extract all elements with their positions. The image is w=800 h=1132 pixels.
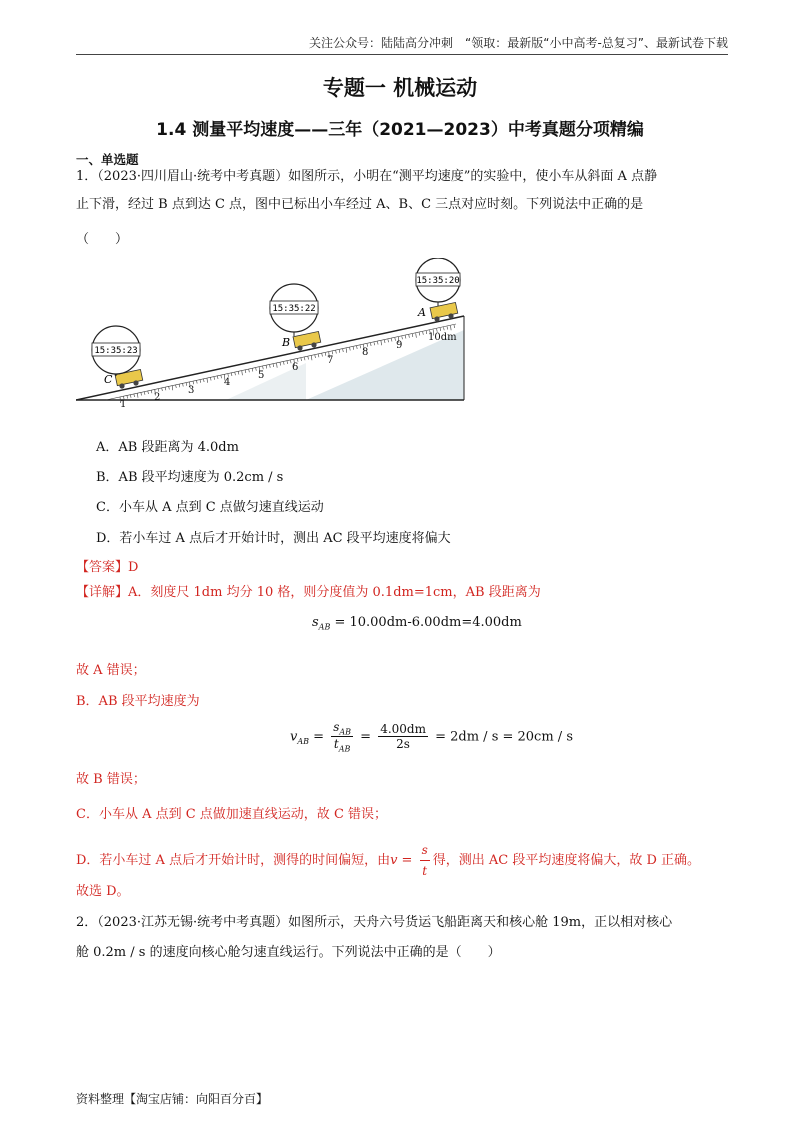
detail-a-text: A．刻度尺 1dm 均分 10 格，则分度值为 0.1dm=1cm，AB 段距离为 bbox=[128, 585, 541, 600]
clock-a-time: 15:35:20 bbox=[416, 276, 460, 286]
tick-label: 5 bbox=[258, 370, 265, 381]
doc-title: 专题一 机械运动 bbox=[322, 76, 478, 100]
answer-label: 【答案】 bbox=[76, 560, 129, 575]
q1-conclude-b: 故 B 错误； bbox=[76, 772, 146, 787]
q1-option-d: D．若小车过 A 点后才开始计时，测出 AC 段平均速度将偏大 bbox=[96, 531, 451, 546]
fraction-values: $\frac{4.00dm}{2s}$ bbox=[380, 722, 426, 752]
fraction-s-over-t: $\frac{s_{AB}}{t_{AB}}$ bbox=[333, 720, 352, 754]
doc-subtitle: 1.4 测量平均速度——三年（2021—2023）中考真题分项精编 bbox=[156, 120, 644, 140]
header-divider bbox=[76, 54, 728, 55]
formula-v-ab: $v_{AB}$ = $\frac{s_{AB}}{t_{AB}}$ = $\frac{4.00dm}{2s}$ = 2dm / s = 20cm / s bbox=[290, 720, 573, 754]
clock-c-time: 15:35:23 bbox=[94, 346, 138, 356]
q2-line1: 2．（2023·江苏无锡·统考中考真题）如图所示，天舟六号货运飞船距离天和核心舱 19m，正以相对核心 bbox=[76, 915, 673, 930]
page-header: 关注公众号：陆陆高分冲刺 “领取：最新版“小中高考-总复习”、最新试卷下载 bbox=[309, 36, 728, 50]
q1-detail-c: C．小车从 A 点到 C 点做加速直线运动，故 C 错误； bbox=[76, 807, 388, 822]
clock-c bbox=[92, 326, 140, 376]
point-label-c: C bbox=[104, 373, 113, 386]
tick-label: 7 bbox=[327, 355, 334, 366]
q1-detail-b: B．AB 段平均速度为 bbox=[76, 694, 200, 709]
incline-figure bbox=[76, 258, 476, 408]
q1-option-b: B．AB 段平均速度为 0.2cm / s bbox=[96, 470, 284, 485]
tick-label: 4 bbox=[224, 377, 231, 388]
tick-label: 3 bbox=[188, 385, 195, 396]
clock-b bbox=[270, 284, 318, 336]
q1-stem-line2: 止下滑，经过 B 点到达 C 点，图中已标出小车经过 A、B、C 三点对应时刻。下列说法中正确的是 bbox=[76, 197, 644, 212]
tick-label: 10dm bbox=[428, 332, 457, 343]
page-footer: 资料整理【淘宝店铺：向阳百分百】 bbox=[76, 1092, 269, 1106]
tick-label: 2 bbox=[154, 392, 161, 403]
section-heading: 一、单选题 bbox=[76, 152, 139, 167]
tick-label: 8 bbox=[362, 347, 369, 358]
detail-label: 【详解】 bbox=[76, 585, 129, 600]
point-label-b: B bbox=[282, 336, 291, 349]
q1-stem-line3: （ ） bbox=[76, 232, 129, 247]
q1-option-c: C．小车从 A 点到 C 点做匀速直线运动 bbox=[96, 500, 324, 515]
answer-value: D bbox=[128, 560, 139, 575]
point-label-a: A bbox=[418, 306, 426, 319]
q2-line2: 舱 0.2m / s 的速度向核心舱匀速直线运行。下列说法中正确的是（ ） bbox=[76, 945, 501, 960]
tick-label: 6 bbox=[292, 362, 299, 373]
q1-option-a: A．AB 段距离为 4.0dm bbox=[96, 440, 239, 455]
formula-s-ab: $s_{AB} = 10.00dm-6.00dm=4.00dm$ bbox=[312, 615, 522, 632]
q1-detail-a bbox=[76, 583, 736, 603]
clock-b-time: 15:35:22 bbox=[272, 304, 316, 314]
q1-conclusion: 故选 D。 bbox=[76, 884, 130, 899]
clock-a bbox=[416, 258, 460, 306]
q1-answer bbox=[76, 556, 138, 575]
q1-detail-d: D．若小车过 A 点后才开始计时，测得的时间偏短，由v = $\frac{s}{t}$ 得，测出 AC 段平均速度将偏大，故 D 正确。 bbox=[76, 840, 756, 881]
q1-stem-line1: 1．（2023·四川眉山·统考中考真题）如图所示，小明在“测平均速度”的实验中，使小车从斜面 A 点静 bbox=[76, 169, 658, 184]
tick-label: 1 bbox=[120, 399, 127, 408]
tick-label: 9 bbox=[396, 340, 403, 351]
q1-conclude-a: 故 A 错误； bbox=[76, 663, 146, 678]
